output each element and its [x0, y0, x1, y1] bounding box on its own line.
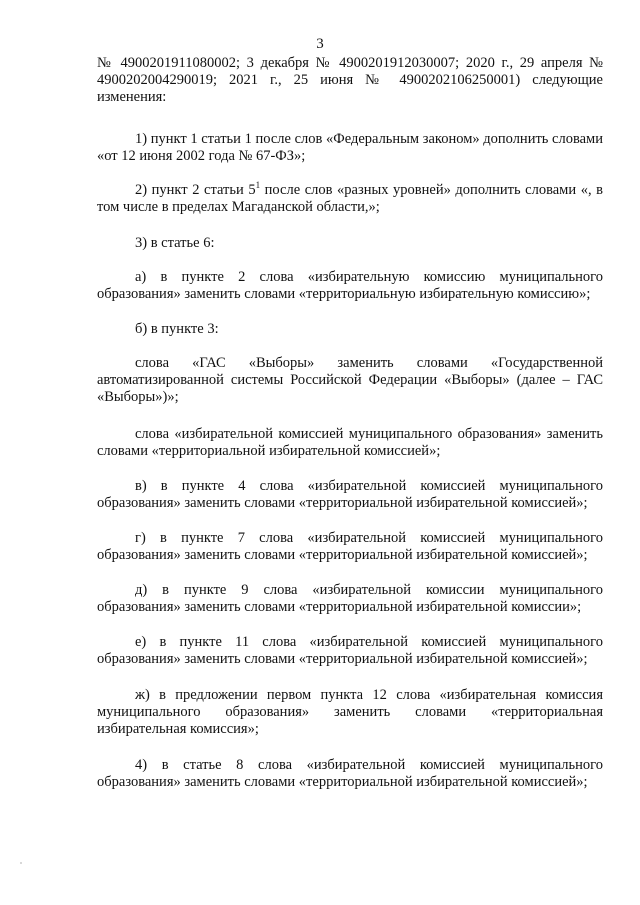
- paragraph-text: е) в пункте 11 слова «избирательной комиссией муниципального образования» заменить словами «территориальной избирательной комиссией»;: [97, 634, 603, 667]
- paragraph-text: № 4900201911080002; 3 декабря № 4900201912030007; 2020 г., 29 апреля № 4900202004290019; 2021 г., 25 июня № 4900202106250001) следующие изменения:: [97, 55, 603, 105]
- amendment-item-3c: [97, 478, 603, 512]
- page-number: 3: [316, 36, 324, 52]
- amendment-item-3a: [97, 269, 603, 303]
- amendment-item-3e: [97, 582, 603, 616]
- amendment-item-3: [97, 235, 603, 252]
- paragraph-text: д) в пункте 9 слова «избирательной комиссии муниципального образования» заменить словами «территориальной избирательной комиссии»;: [97, 582, 603, 615]
- amendment-item-3f: [97, 634, 603, 668]
- paragraph-text: 1) пункт 1 статьи 1 после слов «Федеральным законом» дополнить словами «от 12 июня 2002 года № 67-ФЗ»;: [97, 131, 603, 164]
- paragraph-text-end: после слов «разных уровней» дополнить словами «, в том числе в пределах Магаданской области,»;: [97, 182, 603, 215]
- paragraph-text: г) в пункте 7 слова «избирательной комиссией муниципального образования» заменить словами «территориальной избирательной комиссией»;: [97, 530, 603, 563]
- amendment-item-3g: [97, 687, 603, 738]
- amendment-item-3b-1: [97, 355, 603, 406]
- paragraph-text: ж) в предложении первом пункта 12 слова «избирательная комиссия муниципального образования» заменить словами «территориальная избирательная комиссия»;: [97, 687, 603, 737]
- paragraph-text: слова «избирательной комиссией муниципального образования» заменить словами «территориальной избирательной комиссией»;: [97, 426, 603, 459]
- paragraph-text: а) в пункте 2 слова «избирательную комиссию муниципального образования» заменить словами «территориальную избирательную комиссию»;: [97, 269, 603, 302]
- scan-artifact-dot: [20, 862, 22, 864]
- paragraph-text: слова «ГАС «Выборы» заменить словами «Государственной автоматизированной системы Российской Федерации «Выборы» (далее – ГАС «Выборы»)»;: [97, 355, 603, 405]
- superscript-index: 1: [255, 180, 261, 191]
- intro-paragraph: [97, 55, 603, 106]
- paragraph-text: [97, 182, 603, 216]
- amendment-item-1: [97, 131, 603, 165]
- amendment-item-2: [97, 182, 603, 216]
- amendment-item-3b: [97, 321, 603, 338]
- amendment-item-3b-2: [97, 426, 603, 460]
- paragraph-text: 4) в статье 8 слова «избирательной комиссией муниципального образования» заменить словами «территориальной избирательной комиссией»;: [97, 757, 603, 790]
- paragraph-text: 3) в статье 6:: [135, 235, 215, 251]
- paragraph-text-start: 2) пункт 2 статьи 5: [135, 182, 256, 198]
- amendment-item-4: [97, 757, 603, 791]
- amendment-item-3d: [97, 530, 603, 564]
- paragraph-text: в) в пункте 4 слова «избирательной комиссией муниципального образования» заменить словами «территориальной избирательной комиссией»;: [97, 478, 603, 511]
- paragraph-text: б) в пункте 3:: [135, 321, 219, 337]
